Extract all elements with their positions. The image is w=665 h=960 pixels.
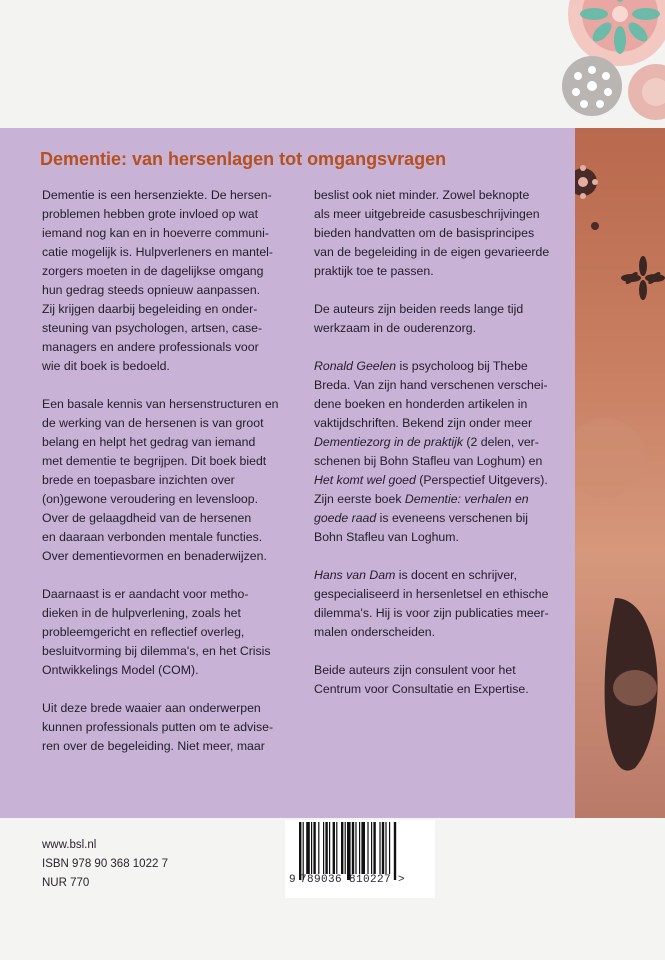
book-reference: Het komt wel goed xyxy=(314,473,416,487)
side-artwork xyxy=(575,128,665,818)
text-line: Het komt wel goed (Perspectief Uitgevers). xyxy=(314,473,548,487)
nur-code: NUR 770 xyxy=(42,877,90,889)
barcode-bar xyxy=(336,822,337,874)
text-line: iemand nog kan en in hoeverre communi- xyxy=(42,226,269,240)
text-line: gespecialiseerd in hersenletsel en ethische xyxy=(314,587,549,601)
text-line: Dementiezorg in de praktijk (2 delen, ver- xyxy=(314,435,539,449)
floral-ornament-top xyxy=(548,0,665,128)
barcode-bar xyxy=(345,822,346,874)
barcode-bar xyxy=(389,822,390,874)
book-title: Dementie: van hersenlagen tot omgangsvragen xyxy=(40,149,447,169)
text-line: met dementie te begrijpen. Dit boek biedt xyxy=(42,454,267,468)
text-line: (on)gewone veroudering en levensloop. xyxy=(42,492,259,506)
text-line: de werking van de hersenen is van groot xyxy=(42,416,264,430)
barcode-bar xyxy=(306,822,310,874)
text-line: Dementie is een hersenziekte. De hersen- xyxy=(42,188,272,202)
barcode-first-digit: 9 xyxy=(289,874,296,886)
barcode-bar xyxy=(352,822,354,874)
barcode-bar xyxy=(361,822,365,874)
book-reference: Dementiezorg in de praktijk xyxy=(314,435,463,449)
barcode-bar xyxy=(313,822,315,874)
publisher-info xyxy=(42,836,168,893)
text-line: Zij krijgen daarbij begeleiding en onder- xyxy=(42,302,258,316)
barcode-bar xyxy=(311,822,312,874)
isbn: ISBN 978 90 368 1022 7 xyxy=(42,858,168,870)
barcode-bar xyxy=(379,822,380,874)
text-line: Beide auteurs zijn consulent voor het xyxy=(314,663,516,677)
text-line: problemen hebben grote invloed op wat xyxy=(42,207,259,221)
publisher-website: www.bsl.nl xyxy=(42,839,97,851)
barcode-bar xyxy=(394,822,396,880)
text-line: werkzaam in de ouderenzorg. xyxy=(314,321,476,335)
left-text-column xyxy=(42,186,297,775)
text-line: Hans van Dam is docent en schrijver, xyxy=(314,568,518,582)
barcode-bar xyxy=(355,822,356,874)
author-bio-van-dam xyxy=(314,566,569,642)
book-reference: goede raad xyxy=(314,511,377,525)
text-line: goede raad is eveneens verschenen bij xyxy=(314,511,528,525)
paragraph xyxy=(314,661,569,699)
text-line: beslist ook niet minder. Zowel beknopte xyxy=(314,188,530,202)
barcode-bar xyxy=(341,822,343,874)
barcode-bar xyxy=(382,822,384,874)
text-line: Ontwikkelings Model (COM). xyxy=(42,663,199,677)
text-line: probleemgericht en reflectief overleg, xyxy=(42,625,245,639)
barcode-bar xyxy=(385,822,386,874)
barcode-bars xyxy=(285,820,435,898)
text-line: Breda. Van zijn hand verschenen verschei- xyxy=(314,378,548,392)
text-line: vaktijdschriften. Bekend zijn onder meer xyxy=(314,416,533,430)
barcode-bar xyxy=(303,822,304,880)
text-line: dene boeken en honderden artikelen in xyxy=(314,397,528,411)
text-line: Centrum voor Consultatie en Expertise. xyxy=(314,682,529,696)
text-line: catie mogelijk is. Hulpverleners en mantel- xyxy=(42,245,274,259)
text-line: van de begeleiding in de eigen gevarieerde xyxy=(314,245,550,259)
text-line: schenen bij Bohn Stafleu van Loghum) en xyxy=(314,454,543,468)
text-line: en daaraan verbonden mentale functies. xyxy=(42,530,263,544)
author-name: Hans van Dam xyxy=(314,568,396,582)
barcode-bar xyxy=(329,822,330,874)
right-text-column xyxy=(314,186,569,718)
text-line: De auteurs zijn beiden reeds lange tijd xyxy=(314,302,524,316)
text-line: als meer uitgebreide casusbeschrijvingen xyxy=(314,207,540,221)
text-line: Zijn eerste boek Dementie: verhalen en xyxy=(314,492,529,506)
text-line: dilemma's. Hij is voor zijn publicaties meer- xyxy=(314,606,549,620)
text-line: steuning van psychologen, artsen, case- xyxy=(42,321,263,335)
text-line: praktijk toe te passen. xyxy=(314,264,434,278)
barcode-bar xyxy=(371,822,372,874)
text-line: Bohn Stafleu van Loghum. xyxy=(314,530,459,544)
text-line: belang en helpt het gedrag van iemand xyxy=(42,435,256,449)
text-line: besluitvorming bij dilemma's, en het Crisis xyxy=(42,644,271,658)
text-line: Een basale kennis van hersenstructuren en xyxy=(42,397,279,411)
barcode xyxy=(285,820,435,898)
author-bio-geelen xyxy=(314,357,569,547)
barcode-bar xyxy=(323,822,324,874)
author-name: Ronald Geelen xyxy=(314,359,397,373)
paragraph xyxy=(314,300,569,338)
text-line: Ronald Geelen is psycholoog bij Thebe xyxy=(314,359,528,373)
barcode-bar xyxy=(359,822,360,874)
text-line: hun gedrag steeds opnieuw aanpassen. xyxy=(42,283,261,297)
text-line: kunnen professionals putten om te advise- xyxy=(42,720,274,734)
text-line: dieken in de hulpverlening, zoals het xyxy=(42,606,241,620)
barcode-bar xyxy=(299,822,301,880)
paragraph xyxy=(42,395,297,566)
text-line: Over de gelaagdheid van de hersenen xyxy=(42,511,252,525)
text-line: Over dementievormen en benaderwijzen. xyxy=(42,549,267,563)
text-line: bieden handvatten om de basisprincipes xyxy=(314,226,535,240)
barcode-bar xyxy=(373,822,375,874)
text-line: malen onderscheiden. xyxy=(314,625,435,639)
barcode-bar xyxy=(347,822,351,880)
text-line: zorgers moeten in de dagelijkse omgang xyxy=(42,264,264,278)
barcode-digits: 789036 810227 > xyxy=(300,874,406,886)
paragraph xyxy=(42,186,297,376)
paragraph xyxy=(314,186,569,281)
barcode-bar xyxy=(325,822,327,874)
text-line: brede en toepasbare inzichten over xyxy=(42,473,235,487)
barcode-bar xyxy=(367,822,368,874)
barcode-bar xyxy=(318,822,319,874)
paragraph xyxy=(42,699,297,756)
text-line: managers en andere professionals voor xyxy=(42,340,259,354)
text-line: Uit deze brede waaier aan onderwerpen xyxy=(42,701,261,715)
text-line: ren over de begeleiding. Niet meer, maar xyxy=(42,739,265,753)
text-line: wie dit boek is bedoeld. xyxy=(42,359,170,373)
text-line: Daarnaast is er aandacht voor metho- xyxy=(42,587,249,601)
paragraph xyxy=(42,585,297,680)
barcode-bar xyxy=(333,822,335,874)
book-reference: Dementie: verhalen en xyxy=(404,492,529,506)
